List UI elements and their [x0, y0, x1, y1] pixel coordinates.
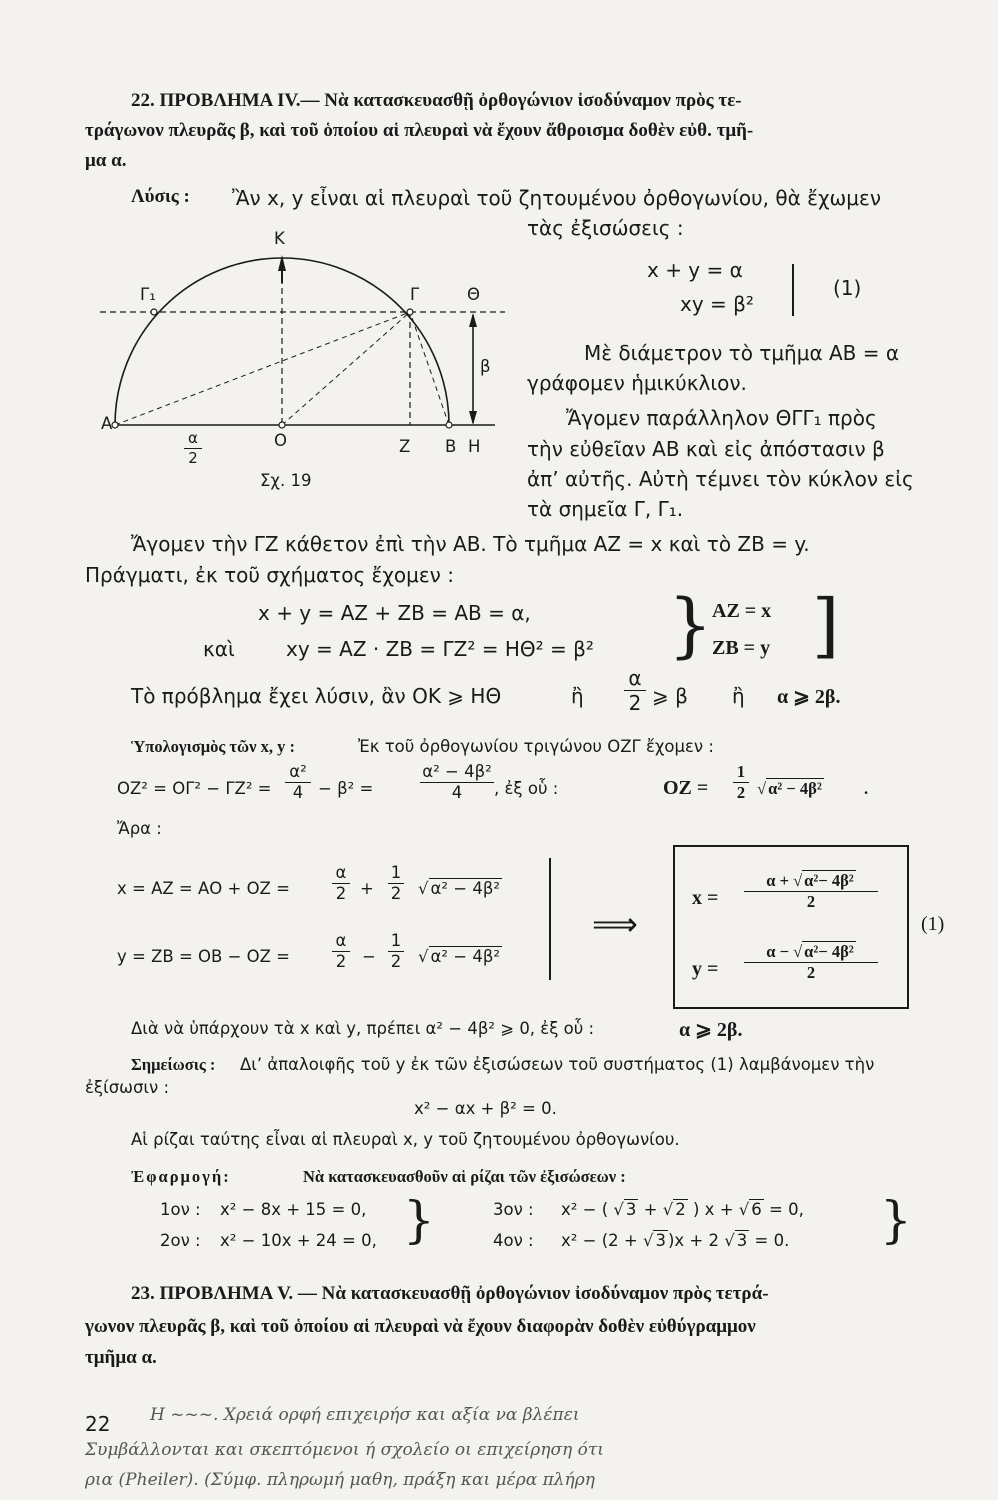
box-y-denominator: 2	[806, 963, 816, 983]
application-label: Ἐφαρμογή:	[131, 1167, 231, 1186]
box-x-label: x =	[692, 887, 719, 909]
label-o: Ο	[274, 431, 287, 450]
exercises-34-brace: }	[880, 1191, 912, 1249]
box-y-label: y =	[692, 958, 719, 980]
oz-result-dot: .	[864, 779, 869, 798]
point-g	[407, 309, 413, 315]
point-g1	[151, 309, 157, 315]
label-g1: Γ₁	[140, 285, 156, 304]
condition-text: Τὸ πρόβλημα ἔχει λύσιν, ἂν ΟΚ ⩾ ΗΘ	[131, 684, 502, 708]
y-minus: −	[362, 947, 376, 966]
x-frac-2	[388, 864, 404, 903]
x-frac-2-den: 2	[390, 884, 402, 904]
beta-arrow-bottom	[469, 411, 477, 425]
y-radicand: α² − 4β²	[430, 947, 500, 966]
condition-fraction	[624, 667, 646, 714]
result-brace-left: }	[668, 584, 713, 666]
y-derivation-left: y = ΖΒ = ΟΒ − ΟΖ =	[117, 947, 291, 966]
para-parallel-3: ἀπ’ αὐτῆς. Αὐτὴ τέμνει τὸν κύκλον εἰς	[527, 467, 914, 491]
box-equation-number: (1)	[921, 913, 945, 935]
result-az: ΑΖ = x	[712, 600, 772, 622]
label-z: Ζ	[399, 437, 411, 456]
label-k: Κ	[274, 229, 285, 248]
condition-or-2: ἢ	[732, 684, 745, 708]
y-frac-2-num: 1	[390, 931, 402, 950]
y-frac-2	[388, 932, 404, 971]
x-radicand: α² − 4β²	[430, 879, 500, 898]
box-x-num-prefix: α +	[766, 871, 789, 890]
x-root	[418, 879, 502, 898]
point-b	[446, 422, 452, 428]
oz-result-frac-num: 1	[736, 762, 746, 781]
sqrt-sign: √	[662, 1200, 674, 1219]
y-frac-1	[332, 932, 350, 971]
condition-or-1: ἢ	[571, 684, 584, 708]
solution-intro-2: τὰς ἐξισώσεις :	[527, 216, 684, 240]
condition-frac-num: α	[628, 666, 642, 690]
implies-arrow: ⟹	[592, 905, 638, 943]
problem-23-line2: γωνον πλευρᾶς β, καὶ τοῦ ὁποίου αἱ πλευραὶ νὰ ἔχουν διαφορὰν δοθὲν εὐθύγραμμον	[85, 1316, 756, 1337]
segment-ag	[115, 312, 410, 425]
oz-frac-2-num: α² − 4β²	[422, 762, 492, 781]
oz-squared-left: ΟΖ² = ΟΓ² − ΓΖ² =	[117, 779, 272, 798]
point-o	[279, 422, 285, 428]
box-y-fraction	[744, 943, 878, 982]
y-frac-2-den: 2	[390, 952, 402, 972]
point-a	[112, 422, 118, 428]
y-frac-1-den: 2	[335, 952, 347, 972]
label-h: Η	[468, 437, 481, 456]
solution-label: Λύσις :	[131, 186, 190, 207]
note-text: Δι’ ἀπαλοιφῆς τοῦ y ἐκ τῶν ἐξισώσεων τοῦ συστήματος (1) λαμβάνομεν τὴν	[240, 1055, 875, 1074]
e4-root-1: 3	[655, 1231, 666, 1250]
sqrt-sign: √	[613, 1200, 624, 1219]
e4-part-c: = 0.	[749, 1231, 790, 1250]
box-x-denominator: 2	[806, 892, 816, 912]
equation-number: (1)	[833, 276, 862, 300]
label-theta: Θ	[467, 285, 480, 304]
sqrt-sign: √	[757, 779, 767, 798]
e3-part-b: ) x +	[693, 1200, 734, 1219]
box-x-radicand: α²− 4β²	[804, 871, 854, 890]
equation-product: xy = β²	[680, 292, 754, 316]
calc-label: Ὑπολογισμὸς τῶν x, y :	[131, 737, 295, 756]
e4-part-a: x² − (2 +	[561, 1231, 638, 1250]
para-perpendicular-2: Πράγματι, ἐκ τοῦ σχήματος ἔχομεν :	[85, 563, 454, 587]
e4-part-b: )x + 2	[667, 1231, 719, 1250]
figure-caption: Σχ. 19	[260, 471, 312, 490]
para-perpendicular: Ἄγομεν τὴν ΓΖ κάθετον ἐπὶ τὴν ΑΒ. Τὸ τμῆμα ΑΖ = x καὶ τὸ ΖΒ = y.	[131, 532, 810, 556]
sqrt-sign: √	[738, 1200, 750, 1219]
sum-derivation: x + y = ΑΖ + ΖΒ = ΑΒ = α,	[258, 601, 531, 625]
x-frac-1-num: α	[335, 863, 347, 882]
equation-sum: x + y = α	[647, 258, 743, 282]
sqrt-sign: √	[793, 871, 803, 890]
exercise-2-label: 2ον :	[160, 1231, 201, 1250]
oz-frac-2	[420, 763, 494, 802]
system-brace	[792, 264, 794, 316]
calc-text: Ἐκ τοῦ ὀρθογωνίου τριγώνου ΟΖΓ ἔχομεν :	[358, 737, 714, 756]
application-text: Νὰ κατασκευασθοῦν αἱ ρίζαι τῶν ἐξισώσεων :	[303, 1167, 626, 1186]
box-x-numerator	[744, 872, 878, 890]
half-alpha-num: α	[188, 429, 198, 447]
oz-frac-1-num: α²	[289, 762, 307, 781]
handwritten-line-1: Η ~~~. Χρειά ορφή επιχειρήσ και αξία να βλέπει	[150, 1405, 580, 1425]
para-diameter: Μὲ διάμετρον τὸ τμῆμα ΑΒ = α	[584, 341, 900, 365]
box-y-numerator	[744, 943, 878, 961]
oz-result-label: ΟΖ =	[663, 777, 709, 799]
oz-result-root	[757, 779, 824, 799]
oz-frac-1-den: 4	[292, 783, 304, 803]
x-frac-1-den: 2	[335, 884, 347, 904]
exercise-3-label: 3ον :	[493, 1200, 534, 1219]
para-parallel: Ἄγομεν παράλληλον ΘΓΓ₁ πρὸς	[566, 406, 877, 430]
box-x-fraction	[744, 872, 878, 911]
e3-root-2: 2	[675, 1200, 686, 1219]
result-box	[673, 845, 909, 1009]
problem-23-line3: τμῆμα α.	[85, 1347, 157, 1368]
condition-beta: ⩾ β	[652, 684, 688, 708]
xy-system-brace	[549, 858, 551, 980]
handwritten-line-2: Συμβάλλονται και σκεπτόμενοι ή σχολείο οι επιχείρηση ότι	[85, 1440, 604, 1460]
kai-word: καὶ	[203, 637, 235, 661]
para-parallel-4: τὰ σημεῖα Γ, Γ₁.	[527, 497, 684, 521]
para-diameter-2: γράφομεν ἡμικύκλιον.	[527, 371, 747, 395]
exercise-2: x² − 10x + 24 = 0,	[220, 1231, 377, 1250]
oz-result-frac	[733, 763, 749, 802]
box-y-num-prefix: α −	[766, 942, 789, 961]
problem-22-line3: μα α.	[85, 150, 127, 171]
problem-23-line1: 23. ΠΡΟΒΛΗΜΑ V. — Νὰ κατασκευασθῇ ὀρθογώνιον ἰσοδύναμον πρὸς τετρά-	[131, 1283, 769, 1304]
y-frac-1-num: α	[335, 931, 347, 950]
label-beta: β	[480, 357, 491, 376]
exercise-3	[561, 1200, 804, 1219]
e3-root-1: 3	[625, 1200, 637, 1219]
exercise-4-label: 4ον :	[493, 1231, 534, 1250]
label-a: Α	[101, 414, 113, 433]
note-text-2: ἐξίσωσιν :	[85, 1078, 170, 1097]
exercise-1-label: 1ον :	[160, 1200, 201, 1219]
existence-result: α ⩾ 2β.	[679, 1019, 743, 1041]
note-equation: x² − αx + β² = 0.	[414, 1099, 557, 1118]
condition-final: α ⩾ 2β.	[777, 686, 841, 708]
label-b: Β	[445, 437, 457, 456]
label-g: Γ	[410, 285, 420, 304]
handwritten-line-3: ρια (Pheiler). (Σύμφ. πληρωμή μαθη, πράξη και μέρα πλήρη	[85, 1470, 595, 1490]
oz-minus-beta: − β² =	[318, 779, 374, 798]
oz-result-radicand: α² − 4β²	[768, 779, 822, 798]
label-half-alpha	[184, 430, 202, 466]
sqrt-sign: √	[793, 942, 803, 961]
solution-intro: Ἂν x, y εἶναι αἱ πλευραὶ τοῦ ζητουμένου ὀρθογωνίου, θὰ ἔχωμεν	[232, 186, 881, 210]
segment-bg	[410, 312, 449, 425]
e3-root-3: 6	[751, 1200, 762, 1219]
segment-og	[282, 312, 410, 425]
sqrt-sign: √	[642, 1231, 654, 1250]
y-root	[418, 947, 502, 966]
box-y-radicand: α²− 4β²	[804, 942, 854, 961]
oz-result-frac-den: 2	[736, 783, 746, 803]
x-frac-1	[332, 864, 350, 903]
e3-part-c: = 0,	[763, 1200, 804, 1219]
condition-frac-den: 2	[628, 691, 642, 715]
half-alpha-den: 2	[188, 448, 198, 467]
ara-word: Ἄρα :	[117, 819, 162, 838]
x-derivation-left: x = ΑΖ = ΑΟ + ΟΖ =	[117, 879, 290, 898]
sqrt-sign: √	[724, 1231, 735, 1250]
x-plus: +	[360, 879, 374, 898]
product-derivation: xy = ΑΖ · ΖΒ = ΓΖ² = ΗΘ² = β²	[286, 637, 594, 661]
sqrt-sign: √	[418, 947, 429, 966]
oz-frac-1	[285, 763, 311, 802]
e3-plus: +	[638, 1200, 663, 1219]
para-parallel-2: τὴν εὐθεῖαν ΑΒ καὶ εἰς ἀπόστασιν β	[527, 437, 885, 461]
oz-ex-ou: , ἐξ οὗ :	[494, 779, 559, 798]
sqrt-sign: √	[418, 879, 429, 898]
note-roots: Αἱ ρίζαι ταύτης εἶναι αἱ πλευραὶ x, y τοῦ ζητουμένου ὀρθογωνίου.	[131, 1130, 680, 1149]
exercises-12-brace: }	[403, 1191, 435, 1249]
result-brace-right: ]	[812, 584, 840, 666]
exercise-1: x² − 8x + 15 = 0,	[220, 1200, 367, 1219]
x-frac-2-num: 1	[390, 863, 402, 882]
e3-part-a: x² − (	[561, 1200, 609, 1219]
page-number: 22	[85, 1412, 111, 1436]
oz-frac-2-den: 4	[451, 783, 463, 803]
existence-text: Διὰ νὰ ὑπάρχουν τὰ x καὶ y, πρέπει α² − 4β² ⩾ 0, ἐξ οὗ :	[131, 1019, 595, 1038]
problem-22-line1: 22. ΠΡΟΒΛΗΜΑ IV.— Νὰ κατασκευασθῇ ὀρθογώνιον ἰσοδύναμον πρὸς τε-	[131, 90, 742, 111]
exercise-4	[561, 1231, 789, 1250]
beta-arrow-top	[469, 313, 477, 327]
result-zb: ΖΒ = y	[712, 637, 771, 659]
e4-root-2: 3	[736, 1231, 748, 1250]
note-label: Σημείωσις :	[131, 1055, 216, 1074]
problem-22-line2: τράγωνον πλευρᾶς β, καὶ τοῦ ὁποίου αἱ πλευραὶ νὰ ἔχουν ἄθροισμα δοθὲν εὐθ. τμῆ-	[85, 120, 754, 141]
